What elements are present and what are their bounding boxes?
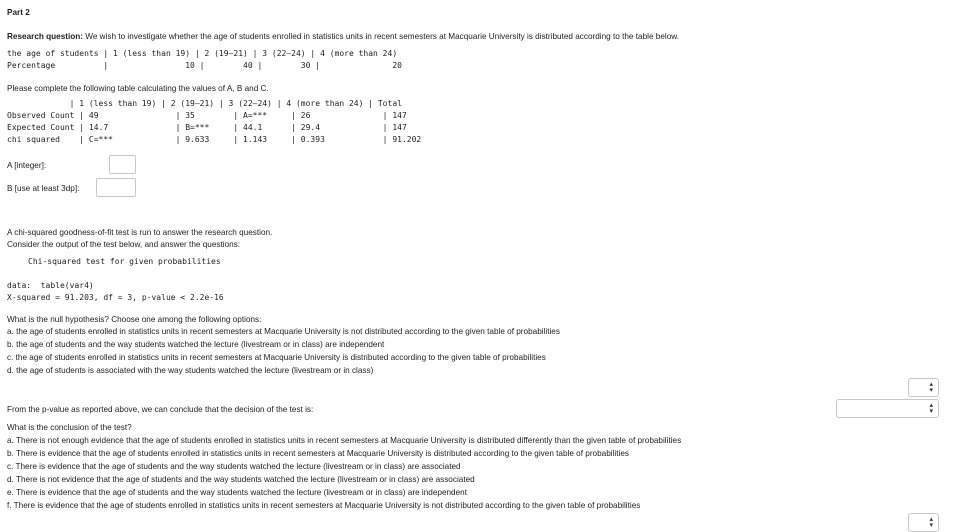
decision-prompt: From the p-value as reported above, we can conclude that the decision of the test is: [7, 405, 314, 414]
decision-select[interactable] [836, 399, 939, 418]
chi-intro-line1: A chi-squared goodness-of-fit test is run to answer the research question. [7, 228, 273, 237]
calc-table-chisq: chi squared | C=*** | 9.633 | 1.143 | 0.393 | 91.202 [7, 135, 422, 144]
null-hypothesis-select[interactable] [908, 378, 939, 397]
complete-instruction: Please complete the following table calculating the values of A, B and C. [7, 84, 269, 93]
updown-chevron-icon: ▴ ▾ [929, 516, 933, 529]
conclusion-option-b: b. There is evidence that the age of students enrolled in statistics units in recent semesters at Macquarie University is distributed according to the given table of probabilities [7, 449, 629, 458]
b-label: B [use at least 3dp]: [7, 184, 80, 193]
conclusion-option-c: c. There is evidence that the age of students and the way students watched the lecture (livestream or in class) are associated [7, 462, 461, 471]
test-output-data: data: table(var4) [7, 281, 94, 290]
chi-intro-line2: Consider the output of the test below, and answer the questions: [7, 240, 241, 249]
test-output-result: X-squared = 91.203, df = 3, p-value < 2.2e-16 [7, 293, 224, 302]
null-option-d: d. the age of students is associated with the way students watched the lecture (livestream or in class) [7, 366, 374, 375]
conclusion-select[interactable] [908, 513, 939, 532]
updown-chevron-icon: ▴ ▾ [929, 381, 933, 394]
conclusion-option-e: e. There is evidence that the age of students and the way students watched the lecture (livestream or in class) are independent [7, 488, 467, 497]
conclusion-prompt: What is the conclusion of the test? [7, 423, 132, 432]
test-output-title: Chi-squared test for given probabilities [28, 257, 221, 266]
calc-table-expected: Expected Count | 14.7 | B=*** | 44.1 | 29.4 | 147 [7, 123, 407, 132]
part-title: Part 2 [7, 8, 30, 17]
research-question [7, 31, 679, 42]
prob-table-values: Percentage | 10 | 40 | 30 | 20 [7, 61, 402, 70]
null-option-b: b. the age of students and the way students watched the lecture (livestream or in class) are independent [7, 340, 385, 349]
conclusion-option-d: d. There is not evidence that the age of students and the way students watched the lecture (livestream or in class) are associated [7, 475, 475, 484]
a-input[interactable] [109, 155, 136, 174]
conclusion-option-a: a. There is not enough evidence that the age of students enrolled in statistics units in recent semesters at Macquarie University is distributed differently than the given table of probabilities [7, 436, 682, 445]
a-label: A [integer]: [7, 161, 47, 170]
prob-table-header: the age of students | 1 (less than 19) | 2 (19–21) | 3 (22–24) | 4 (more than 24) [7, 49, 398, 58]
null-question-prompt: What is the null hypothesis? Choose one among the following options: [7, 315, 262, 324]
null-option-c: c. the age of students enrolled in statistics units in recent semesters at Macquarie University is distributed according to the given table of probabilities [7, 353, 546, 362]
calc-table-observed: Observed Count | 49 | 35 | A=*** | 26 | 147 [7, 111, 407, 120]
research-question-text: We wish to investigate whether the age of students enrolled in statistics units in recent semesters at Macquarie University is distributed according to the table below. [82, 32, 680, 41]
calc-table-header: | 1 (less than 19) | 2 (19–21) | 3 (22–24) | 4 (more than 24) | Total [7, 99, 402, 108]
research-question-label: Research question: [7, 32, 83, 41]
b-input[interactable] [96, 178, 136, 197]
updown-chevron-icon: ▴ ▾ [929, 402, 933, 415]
conclusion-option-f: f. There is evidence that the age of students enrolled in statistics units in recent semesters at Macquarie University is not distributed according to the given table of probabilities [7, 501, 641, 510]
null-option-a: a. the age of students enrolled in statistics units in recent semesters at Macquarie University is not distributed according to the given table of probabilities [7, 327, 560, 336]
